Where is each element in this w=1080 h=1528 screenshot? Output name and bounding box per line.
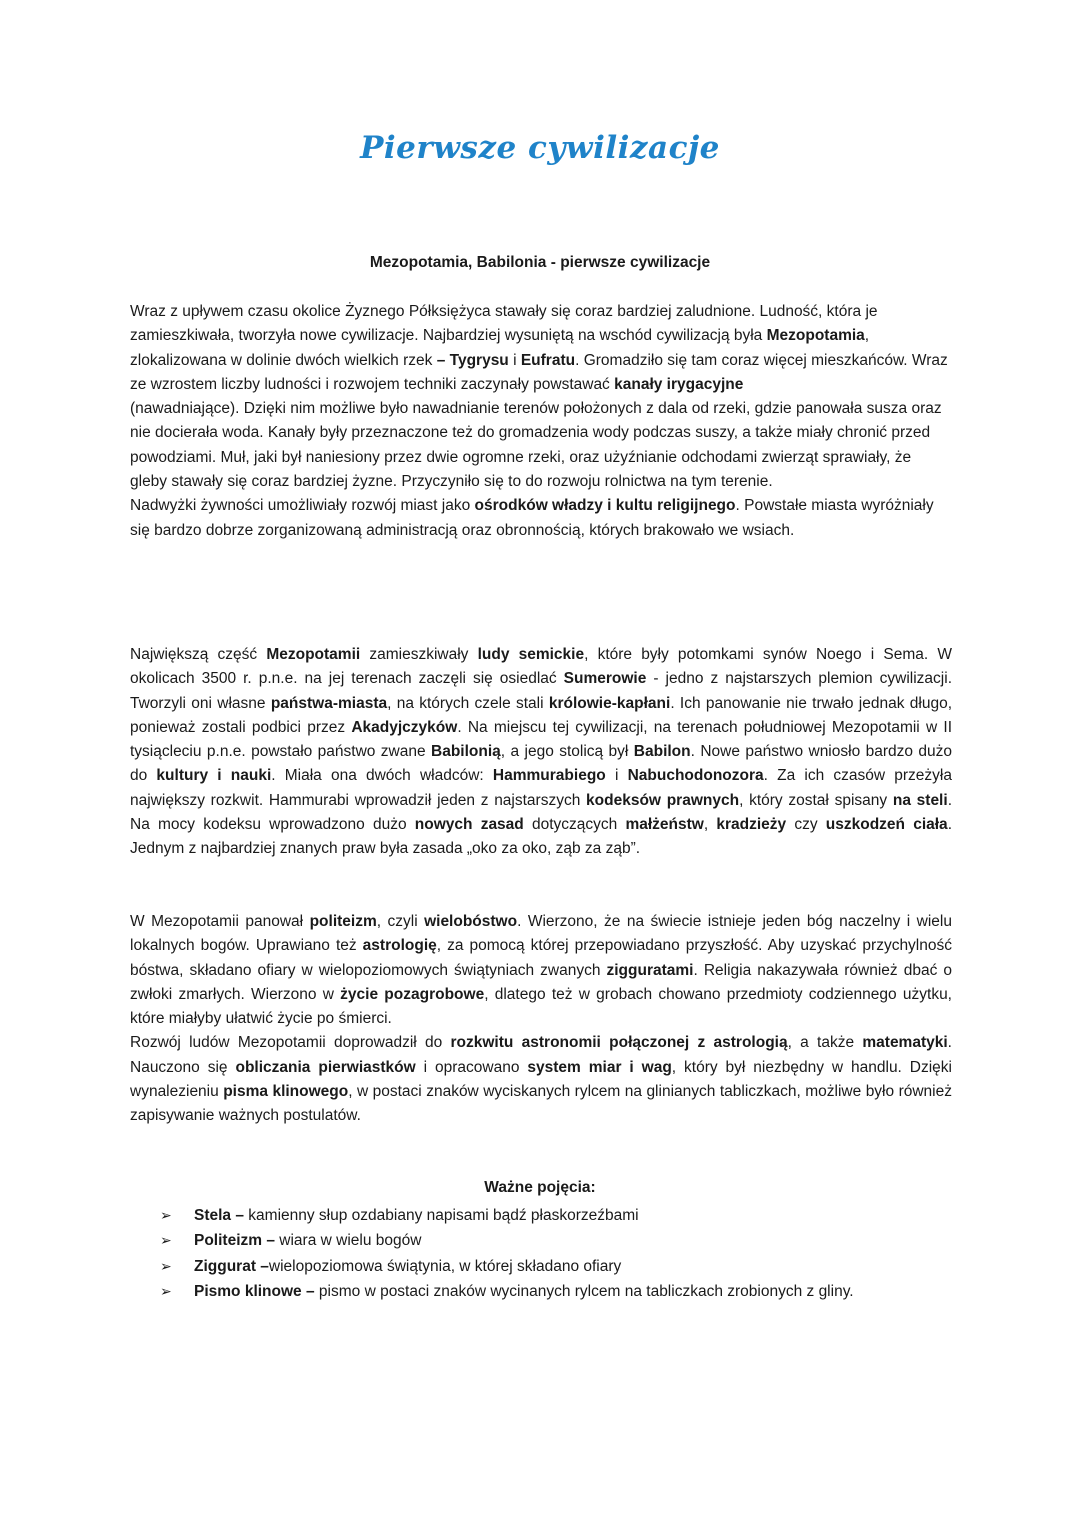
paragraph-3b <box>130 1031 952 1128</box>
paragraph-babilonia <box>130 643 952 862</box>
text-run: , a jego stolicą był <box>500 743 634 761</box>
list-item <box>160 1279 960 1304</box>
bold-term: matematyki <box>862 1034 948 1052</box>
text-run: Największą część <box>130 646 267 663</box>
term-definition: kamienny słup ozdabiany napisami bądź płaskorzeźbami <box>243 1207 639 1224</box>
term-definition: pismo w postaci znaków wycinanych rylcem na tabliczkach zrobionych z gliny. <box>314 1282 854 1300</box>
text-run: - jedno z najstarszych plemion cywilizacji. Tworzyli oni własne <box>130 670 953 712</box>
paragraph-3a <box>130 910 952 1031</box>
list-item <box>160 1254 960 1279</box>
bold-term: Babilon <box>633 743 691 761</box>
text-run: , na których czele stali <box>387 694 549 712</box>
text-run: zamieszkiwały <box>360 646 478 663</box>
bold-term: Mezopotamii <box>266 646 361 663</box>
text-run: , za pomocą której przepowiadano przyszłość. Aby uzyskać przychylność bóstwa, składano ofiary w wielopoziomowych świątyniach zwanych <box>130 937 952 979</box>
term-entry <box>194 1280 854 1304</box>
list-item <box>160 1228 960 1253</box>
text-run: . Nauczono się <box>130 1034 952 1076</box>
term-entry <box>194 1229 421 1253</box>
text-run: . Powstałe miasta wyróżniały się bardzo dobrze zorganizowaną administracją oraz obronnością, których brakowało we wsiach. <box>130 497 934 539</box>
term-name: Politeizm – <box>194 1232 275 1250</box>
bold-term: ośrodków władzy i kultu religijnego <box>474 497 736 515</box>
bold-term: zigguratami <box>606 961 694 979</box>
text-run: . Miała ona dwóch władców: <box>271 767 493 785</box>
text-run: , który był niezbędny w handlu. Dzięki wynalezieniu <box>130 1058 953 1101</box>
bold-term: Babilonią <box>431 743 501 761</box>
bold-term: królowie-kapłani <box>548 694 671 712</box>
bold-term: kanały irygacyjne <box>614 375 744 393</box>
text-run: Nadwyżki żywności umożliwiały rozwój miast jako <box>130 497 475 515</box>
term-name: Stela – <box>194 1207 244 1224</box>
bold-term: – Tygrysu <box>436 351 509 369</box>
bold-term: nowych zasad <box>414 816 524 834</box>
arrow-bullet-icon: ➢ <box>160 1257 172 1274</box>
bold-term: Akadyjczyków <box>351 718 458 736</box>
list-item <box>160 1203 960 1228</box>
bold-term: Sumerowie <box>563 670 647 688</box>
text-run: , a także <box>787 1034 863 1052</box>
term-name: Pismo klinowe – <box>194 1282 315 1300</box>
bold-term: astrologię <box>362 937 437 955</box>
bold-term: uszkodzeń ciała <box>825 816 948 834</box>
term-name: Ziggurat – <box>194 1257 269 1275</box>
text-run: Wraz z upływem czasu okolice Żyznego Półksiężyca stawały się coraz bardziej zaludnione. Ludność, która je zamieszkiwała, tworzyła nowe cywilizacje. Najbardziej wysuniętą na wschód cywilizacją była <box>130 303 878 345</box>
bold-term: kodeksów prawnych <box>586 791 740 809</box>
term-entry <box>194 1204 639 1228</box>
paragraph-mezopotamia <box>130 300 952 543</box>
text-run: i <box>508 351 521 369</box>
bold-term: państwa-miasta <box>270 694 388 712</box>
bold-term: kradzieży <box>716 816 787 834</box>
text-run: . Na mocy kodeksu wprowadzono dużo <box>130 791 952 834</box>
term-entry <box>194 1255 621 1279</box>
text-run: . Wierzono, że na świecie istnieje jeden bóg naczelny i wielu lokalnych bogów. Uprawiano też <box>130 913 952 955</box>
arrow-bullet-icon: ➢ <box>160 1282 172 1299</box>
bold-term: obliczania pierwiastków <box>235 1058 416 1076</box>
text-run: . Ich panowanie nie trwało jednak długo, ponieważ zostali podbici przez <box>130 694 952 736</box>
bold-term: pisma klinowego <box>223 1083 349 1101</box>
text-run: , czyli <box>376 913 425 930</box>
paragraph-2 <box>130 643 952 862</box>
bold-term: małżeństw <box>625 816 704 834</box>
text-run: , zlokalizowana w dolinie dwóch wielkich rzek <box>130 327 870 369</box>
bold-term: politeizm <box>309 913 377 930</box>
page-title: Pierwsze cywilizacje <box>360 130 720 166</box>
bold-term: kultury i nauki <box>156 767 272 785</box>
text-run: . Jednym z najbardziej znanych praw była zasada „oko za oko, ząb za ząb”. <box>130 816 952 858</box>
text-run: , dlatego też w grobach chowano przedmioty codziennego użytku, które miałyby ułatwić życie po śmierci. <box>130 985 952 1028</box>
bold-term: ludy semickie <box>477 646 585 663</box>
term-definition: wielopoziomowa świątynia, w której składano ofiary <box>268 1257 622 1275</box>
arrow-bullet-icon: ➢ <box>160 1232 172 1249</box>
text-run: W Mezopotamii panował <box>130 913 310 930</box>
bold-term: Mezopotamia <box>766 327 865 345</box>
bold-term: rozkwitu astronomii połączonej z astrologią <box>450 1034 788 1052</box>
text-run: dotyczących <box>523 816 626 834</box>
paragraph-1b <box>130 397 952 494</box>
text-run: . Nowe państwo wniosło bardzo dużo do <box>130 743 952 785</box>
bold-term: Eufratu <box>520 351 576 369</box>
text-run: , <box>703 816 717 834</box>
bold-term: Hammurabiego <box>492 767 606 785</box>
text-run: (nawadniające). Dzięki nim możliwe było nawadnianie terenów położonych z dala od rzeki, gdzie panowała susza oraz nie docierała woda. Kanały były przeznaczone też do gromadzenia wody podczas suszy, a także miały chronić przed powodziami. Muł, jaki był naniesiony przez dwie ogromne rzeki, oraz użyźnianie odchodami zwierząt sprawiały, że gleby stawały się coraz bardziej żyzne. Przyczyniło się to do rozwoju rolnictwa na tym terenie. <box>130 400 942 491</box>
text-run: Rozwój ludów Mezopotamii doprowadził do <box>130 1034 451 1052</box>
text-run: , który został spisany <box>739 791 893 809</box>
text-run: i <box>605 767 628 785</box>
section-subtitle: Mezopotamia, Babilonia - pierwsze cywilizacje <box>369 254 711 271</box>
text-run: i opracowano <box>415 1058 528 1076</box>
bold-term: życie pozagrobowe <box>340 985 485 1003</box>
text-run: . Religia nakazywała również dbać o zwłoki zmarłych. Wierzono w <box>130 961 952 1003</box>
text-run: , które były potomkami synów Noego i Sema. W okolicach 3500 r. p.n.e. na jej terenach zaczęli się osiedlać <box>130 646 952 688</box>
text-run: . Za ich czasów przeżyła największy rozkwit. Hammurabi wprowadził jeden z najstarszych <box>130 767 952 809</box>
bold-term: na steli <box>892 791 948 809</box>
terms-list <box>160 1203 960 1304</box>
text-run: . Gromadziło się tam coraz więcej mieszkańców. Wraz ze wzrostem liczby ludności i rozwojem techniki zaczynały powstawać <box>130 351 948 393</box>
bold-term: system miar i wag <box>527 1058 672 1076</box>
text-run: czy <box>786 816 826 834</box>
paragraph-religion-science <box>130 910 952 1129</box>
text-run: , w postaci znaków wyciskanych rylcem na glinianych tabliczkach, możliwe było również zapisywanie ważnych postulatów. <box>130 1083 952 1125</box>
term-definition: wiara w wielu bogów <box>274 1232 422 1250</box>
bold-term: wielobóstwo <box>424 913 518 930</box>
arrow-bullet-icon: ➢ <box>160 1207 172 1223</box>
bold-term: Nabuchodonozora <box>627 767 764 785</box>
terms-heading: Ważne pojęcia: <box>484 1179 596 1196</box>
text-run: . Na miejscu tej cywilizacji, na terenach południowej Mezopotamii w II tysiącleciu p.n.e. powstało państwo zwane <box>130 718 952 761</box>
paragraph-1c <box>130 494 952 543</box>
paragraph-1a <box>130 300 952 397</box>
